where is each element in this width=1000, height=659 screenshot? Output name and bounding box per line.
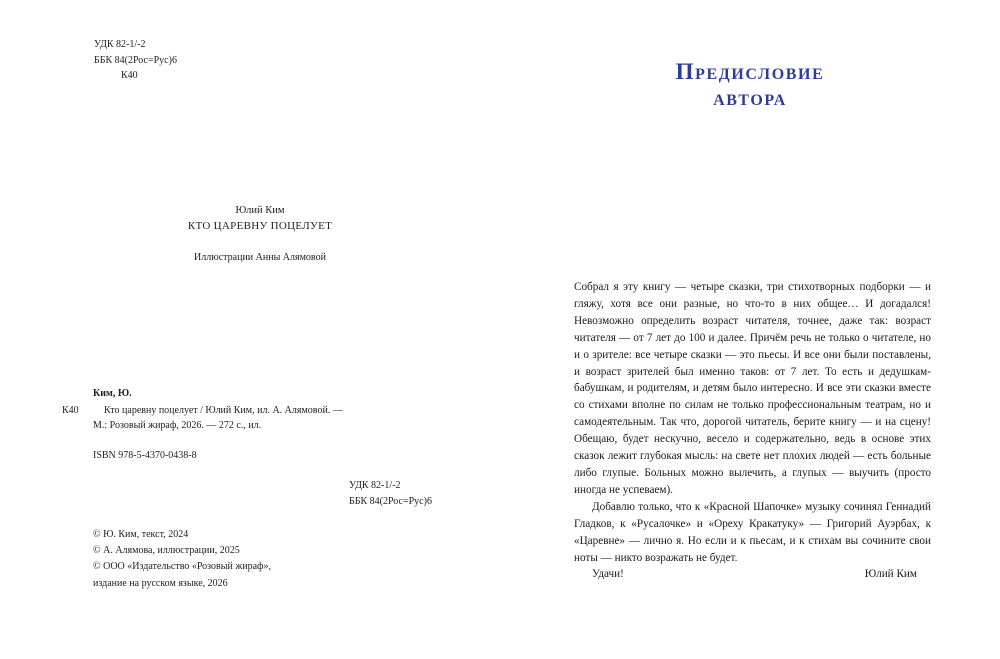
illustrator-credit: Иллюстрации Анны Алямовой xyxy=(194,252,326,263)
catalog-code: К40 xyxy=(62,405,79,416)
udk-index: УДК 82-1/-2 xyxy=(94,39,146,50)
bbk-index-bottom: ББК 84(2Рос=Рус)6 xyxy=(349,495,432,507)
udk-index-bottom: УДК 82-1/-2 xyxy=(349,480,401,491)
preface-heading-line-2: автора xyxy=(713,85,787,110)
preface-paragraph-3: Удачи! xyxy=(592,568,624,581)
isbn: ISBN 978-5-4370-0438-8 xyxy=(93,450,197,461)
book-title: КТО ЦАРЕВНУ ПОЦЕЛУЕТ xyxy=(187,220,333,232)
bottom-index-block xyxy=(349,479,432,510)
copyright-illustrations: © А. Алямова, иллюстрации, 2025 xyxy=(93,545,240,557)
top-index-block xyxy=(94,38,177,85)
copyright-edition: издание на русском языке, 2026 xyxy=(93,577,228,589)
book-author: Юлий Ким xyxy=(235,205,285,216)
preface-signature: Юлий Ким xyxy=(864,568,917,580)
author-mark: К40 xyxy=(121,70,138,81)
preface-body xyxy=(574,279,931,583)
preface-paragraph-1: Собрал я эту книгу — четыре сказки, три стихотворных подборки — и гляжу, хотя все они разные, но что-то в них общее… И догадался! Невозможно определить возраст читателя, точнее, даже так: возраст читателя — от 7 лет до 100 и далее. Причём речь не только о читателе, но и о зрителе: все четыре сказки — это пьесы. И все они были поставлены, и возраст зрителей был именно таков: от 7 лет. То есть и дедушкам-бабушкам, и родителям, и детям было интересно. И все эти сказки вместе со стихами вполне по силам не только профессиональным театрам, но и самодеятельным. Так что, дорогой читатель, берите книгу — и на сцену! Обещаю, будет нескучно, весело и содержательно, ведь в основе этих сказок лежит глубокая мысль: на свете нет плохих людей — есть больные либо глупые. Больных можно вылечить, а глупых — выучить (просто иногда не успеваем). xyxy=(574,281,931,496)
copyright-text: © Ю. Ким, текст, 2024 xyxy=(93,529,189,540)
bbk-index: ББК 84(2Рос=Рус)6 xyxy=(94,54,177,66)
catalog-line-1: Кто царевну поцелует / Юлий Ким, ил. А. Алямовой. — xyxy=(104,405,343,416)
preface-paragraph-2: Добавлю только, что к «Красной Шапочке» музыку сочинял Геннадий Гладков, к «Русалочке» и «Ореху Кракатуку» — Григорий Ауэрбах, к «Царевне» — лично я. Но если и к пьесам, и к стихам вы сочините свои ноты — никто возражать не будет. xyxy=(574,500,931,564)
copyright-publisher: © ООО «Издательство «Розовый жираф», xyxy=(93,561,272,573)
copyright-block xyxy=(93,527,271,592)
catalog-author-heading: Ким, Ю. xyxy=(93,388,132,399)
preface-heading-line-1: Предисловие xyxy=(675,59,825,84)
catalog-line-2: М.: Розовый жираф, 2026. — 272 с., ил. xyxy=(93,420,262,431)
